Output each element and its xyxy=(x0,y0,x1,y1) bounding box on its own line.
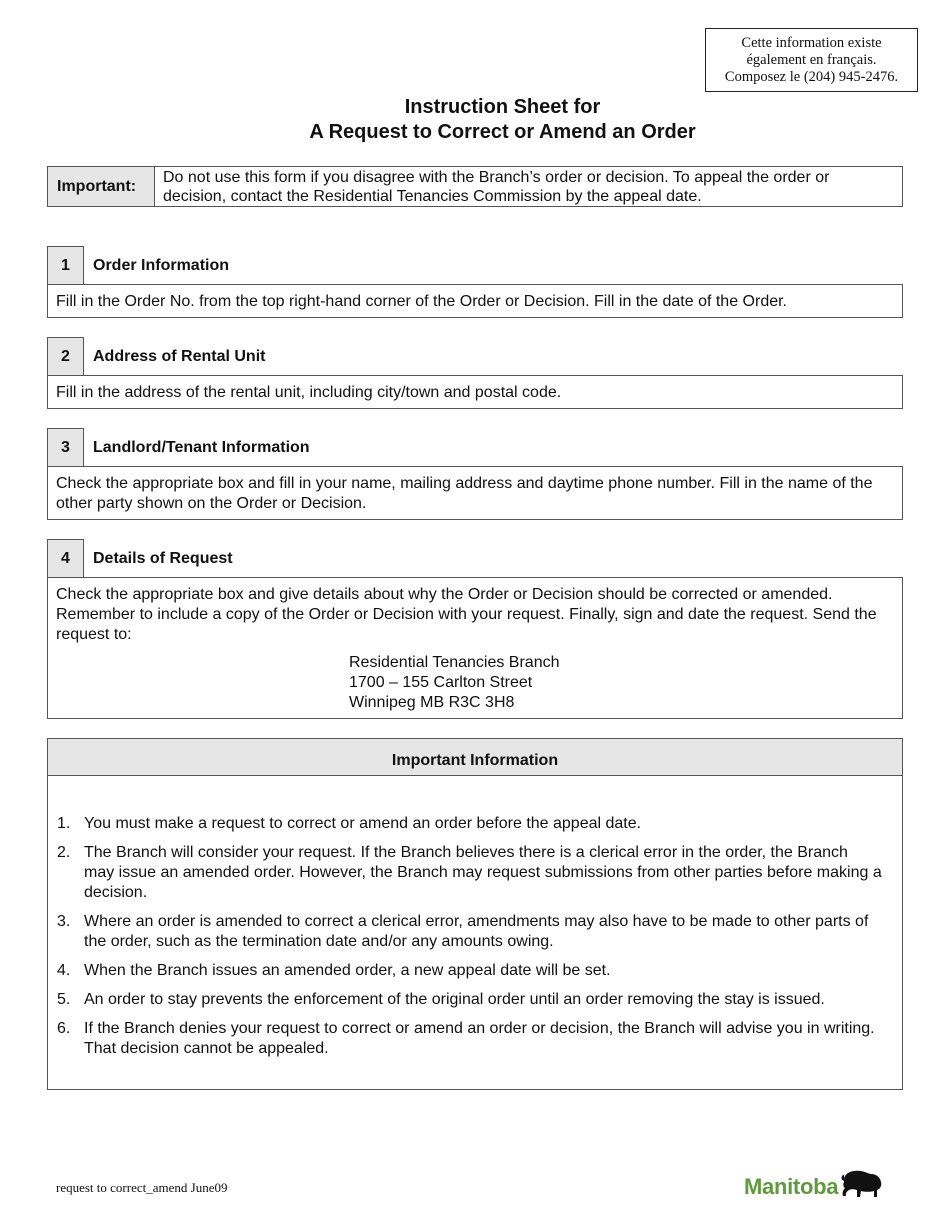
important-text: Do not use this form if you disagree with the Branch’s order or decision. To appeal the order or decision, contact the Residential Tenancies Commission by the appeal date. xyxy=(163,169,830,205)
important-information-list xyxy=(48,776,902,1059)
section-number: 2 xyxy=(47,337,84,375)
list-item-number: 4. xyxy=(57,962,71,979)
list-item-text: The Branch will consider your request. If the Branch believes there is a clerical error in the order, the Branch may issue an amended order. However, the Branch may request submissions from other parties before making a decision. xyxy=(84,844,882,901)
address-line: Residential Tenancies Branch xyxy=(349,654,560,671)
list-item-text: Where an order is amended to correct a clerical error, amendments may also have to be made to other parts of the order, such as the termination date and/or any amounts owing. xyxy=(84,913,869,950)
french-notice-line: Cette information existe xyxy=(741,35,882,51)
section-1-body: Fill in the Order No. from the top right-hand corner of the Order or Decision. Fill in the date of the Order. xyxy=(47,284,903,318)
page-title-line-1: Instruction Sheet for xyxy=(404,96,601,118)
list-item xyxy=(57,843,882,903)
french-notice-line: également en français. xyxy=(746,52,877,68)
address-line: 1700 – 155 Carlton Street xyxy=(349,674,533,691)
section-3-header xyxy=(47,428,310,466)
list-item-number: 5. xyxy=(57,991,71,1008)
section-1-header xyxy=(47,246,229,284)
section-4-text: Check the appropriate box and give details about why the Order or Decision should be corrected or amended. Remember to include a copy of the Order or Decision with your request. Finally, sign and date the request. Send the request to: xyxy=(56,586,877,643)
section-number: 1 xyxy=(47,246,84,284)
important-notice xyxy=(47,166,903,207)
manitoba-logo xyxy=(744,1168,884,1205)
list-item-text: You must make a request to correct or amend an order before the appeal date. xyxy=(84,815,642,832)
section-title: Order Information xyxy=(93,256,230,274)
section-2-body: Fill in the address of the rental unit, including city/town and postal code. xyxy=(47,375,903,409)
list-item-number: 3. xyxy=(57,913,71,930)
list-item-number: 1. xyxy=(57,815,71,832)
section-2-header xyxy=(47,337,265,375)
important-information-heading: Important Information xyxy=(48,739,902,776)
section-title: Details of Request xyxy=(93,549,233,567)
list-item-number: 2. xyxy=(57,844,71,861)
section-number: 4 xyxy=(47,539,84,577)
list-item xyxy=(57,814,882,834)
important-information-box xyxy=(47,738,903,1090)
bison-icon xyxy=(840,1168,884,1205)
list-item-text: When the Branch issues an amended order, a new appeal date will be set. xyxy=(84,962,611,979)
section-title: Landlord/Tenant Information xyxy=(93,438,310,456)
logo-text: Manitoba xyxy=(744,1173,839,1199)
list-item-text: If the Branch denies your request to correct or amend an order or decision, the Branch will advise you in writing. That decision cannot be appealed. xyxy=(84,1020,875,1057)
address-line: Winnipeg MB R3C 3H8 xyxy=(349,694,515,711)
form-code: request to correct_amend June09 xyxy=(56,1180,228,1195)
page-title xyxy=(0,95,950,145)
list-item xyxy=(57,961,882,981)
list-item-text: An order to stay prevents the enforcement of the original order until an order removing the stay is issued. xyxy=(84,991,825,1008)
section-4-body xyxy=(47,577,903,719)
list-item-number: 6. xyxy=(57,1020,71,1037)
section-4-header xyxy=(47,539,233,577)
list-item xyxy=(57,912,882,952)
section-number: 3 xyxy=(47,428,84,466)
section-title: Address of Rental Unit xyxy=(93,347,266,365)
list-item xyxy=(57,1019,882,1059)
list-item xyxy=(57,990,882,1010)
french-notice xyxy=(705,28,918,92)
french-notice-line: Composez le (204) 945-2476. xyxy=(724,69,899,85)
section-3-body: Check the appropriate box and fill in your name, mailing address and daytime phone number. Fill in the name of the other party shown on the Order or Decision. xyxy=(47,466,903,520)
important-label: Important: xyxy=(48,167,155,206)
mailing-address xyxy=(349,653,894,713)
page-title-line-2: A Request to Correct or Amend an Order xyxy=(309,121,696,143)
